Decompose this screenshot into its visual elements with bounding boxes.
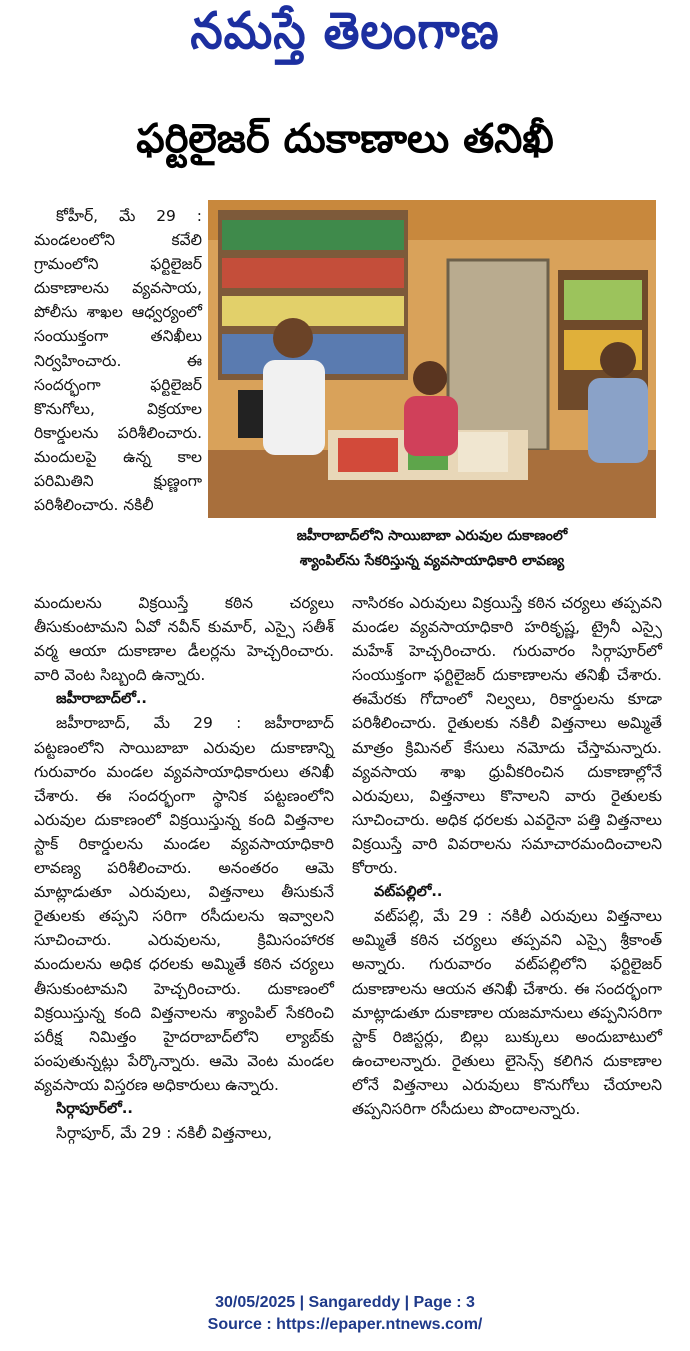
article-right-column [352,591,662,1121]
sirgapur-paragraph-continued: నాసిరకం ఎరువులు విక్రయిస్తే కఠిన చర్యలు తప్పవని మండల వ్యవసాయాధికారి హరికృష్ణ, ట్రైనీ ఎస్సై మహేశ్ హెచ్చరించారు. గురువారం సిర్గాపూర్‌లో సంయుక్తంగా ఫర్టిలైజర్ దుకాణాలను తనిఖీ చేశారు. ఈమేరకు గోదాంలో నిల్వలు, రికార్డులను కూడా పరిశీలించారు. రైతులకు నకిలీ విత్తనాలు అమ్మితే మాత్రం క్రిమినల్ కేసులు నమోదు చేస్తామన్నారు. వ్యవసాయ శాఖ ధ్రువీకరించిన దుకాణాల్లోనే ఎరువులు, విత్తనాలు కొనాలని వారు రైతులకు సూచించారు. అధిక ధరలకు ఎవరైనా పత్తి విత్తనాలు విక్రయిస్తే వారి వివరాలను సమాచారమందించాలని కోరారు. [352,594,662,878]
zaheerabad-paragraph: జహీరాబాద్, మే 29 : జహీరాబాద్ పట్టణంలోని సాయిబాబా ఎరువుల దుకాణాన్ని గురువారం మండల వ్యవసాయాధికారులు తనిఖీ చేశారు. ఈ సందర్భంగా స్థానిక పట్టణంలోని ఎరువుల దుకాణంలో విక్రయిస్తున్న కంది విత్తనాల స్టాక్ రికార్డులను మండల వ్యవసాయాధికారి లావణ్య పరిశీలించారు. అనంతరం ఆమె మాట్లాడుతూ ఎరువులు, విత్తనాలు తీసుకునే రైతులకు తప్పని సరిగా రసీదులను ఇవ్వాలని సూచించారు. ఎరువులను, క్రిమిసంహారక మందులను అధిక ధరలకు అమ్మితే కఠిన చర్యలు తీసుకుంటామని హెచ్చరించారు. దుకాణంలో విక్రయిస్తున్న కంది విత్తనాలను శ్యాంపిల్ సేకరించి పరీక్ష నిమిత్తం హైదరాబాద్‌లోని ల్యాబ్‌కు పంపుతున్నట్లు పేర్కొన్నారు. ఆమె వెంట మండల వ్యవసాయ విస్తరణ అధికారులు ఉన్నారు. [34,714,334,1094]
vatpally-subheading: వట్‌పల్లిలో.. [374,884,443,901]
article-intro-column [34,204,202,517]
shop-inspection-photo [208,200,656,518]
footer-date-edition: 30/05/2025 | Sangareddy | Page : 3 [215,1294,475,1311]
newspaper-masthead: నమస్తే తెలంగాణ [190,0,500,61]
intro-continuation: మందులను విక్రయిస్తే కఠిన చర్యలు తీసుకుంటామని ఏవో నవీన్ కుమార్, ఎస్సై సతీశ్ వర్మ ఆయా దుకాణాల డీలర్లను హెచ్చరించారు. వారి వెంట సిబ్బంది ఉన్నారు. [34,594,334,685]
photo-caption-line-2: శ్యాంపిల్‌ను సేకరిస్తున్న వ్యవసాయాధికారి లావణ్య [299,553,565,569]
intro-paragraph: కోహీర్, మే 29 : మండలంలోని కవేలి గ్రామంలోని ఫర్టిలైజర్ దుకాణాలను వ్యవసాయ, పోలీసు శాఖల ఆధ్వర్యంలో సంయుక్తంగా తనిఖీలు నిర్వహించారు. ఈ సందర్భంగా ఫర్టిలైజర్ కొనుగోలు, విక్రయాల రికార్డులను పరిశీలించారు. మందులపై ఉన్న కాల పరిమితిని క్షుణ్ణంగా పరిశీలించారు. నకిలీ [34,207,202,515]
sirgapur-paragraph-start: సిర్గాపూర్, మే 29 : నకిలీ విత్తనాలు, [56,1124,273,1143]
sirgapur-subheading: సిర్గాపూర్‌లో.. [56,1100,133,1117]
article-headline: ఫర్టిలైజర్ దుకాణాలు తనిఖీ [136,116,554,162]
page-footer [0,1292,690,1336]
footer-source[interactable]: Source : https://epaper.ntnews.com/ [207,1316,483,1333]
vatpally-paragraph: వట్‌పల్లి, మే 29 : నకిలీ ఎరువులు విత్తనాలు అమ్మితే కఠిన చర్యలు తప్పవని ఎస్సై శ్రీకాంత్ అన్నారు. గురువారం వట్‌పల్లిలోని ఫర్టిలైజర్ దుకాణాలను ఆయన తనిఖీ చేశారు. ఈ సందర్భంగా మాట్లాడుతూ దుకాణాల యజమానులు తప్పనిసరిగా స్టాక్ రిజిస్టర్లు, బిల్లు బుక్కులు అందుబాటులో ఉంచాలన్నారు. రైతులు లైసెన్స్ కలిగిన దుకాణాల లోనే విత్తనాలు ఎరువులు కొనుగోలు చేయాలని తప్పనిసరిగా రసీదులు పొందాలన్నారు. [352,907,662,1118]
photo-caption-line-1: జహీరాబాద్‌లోని సాయిబాబా ఎరువుల దుకాణంలో [296,528,568,544]
zaheerabad-subheading: జహీరాబాద్‌లో.. [56,691,147,708]
photo-caption [208,524,656,574]
article-left-column [34,591,334,1145]
article-photo [208,200,656,518]
